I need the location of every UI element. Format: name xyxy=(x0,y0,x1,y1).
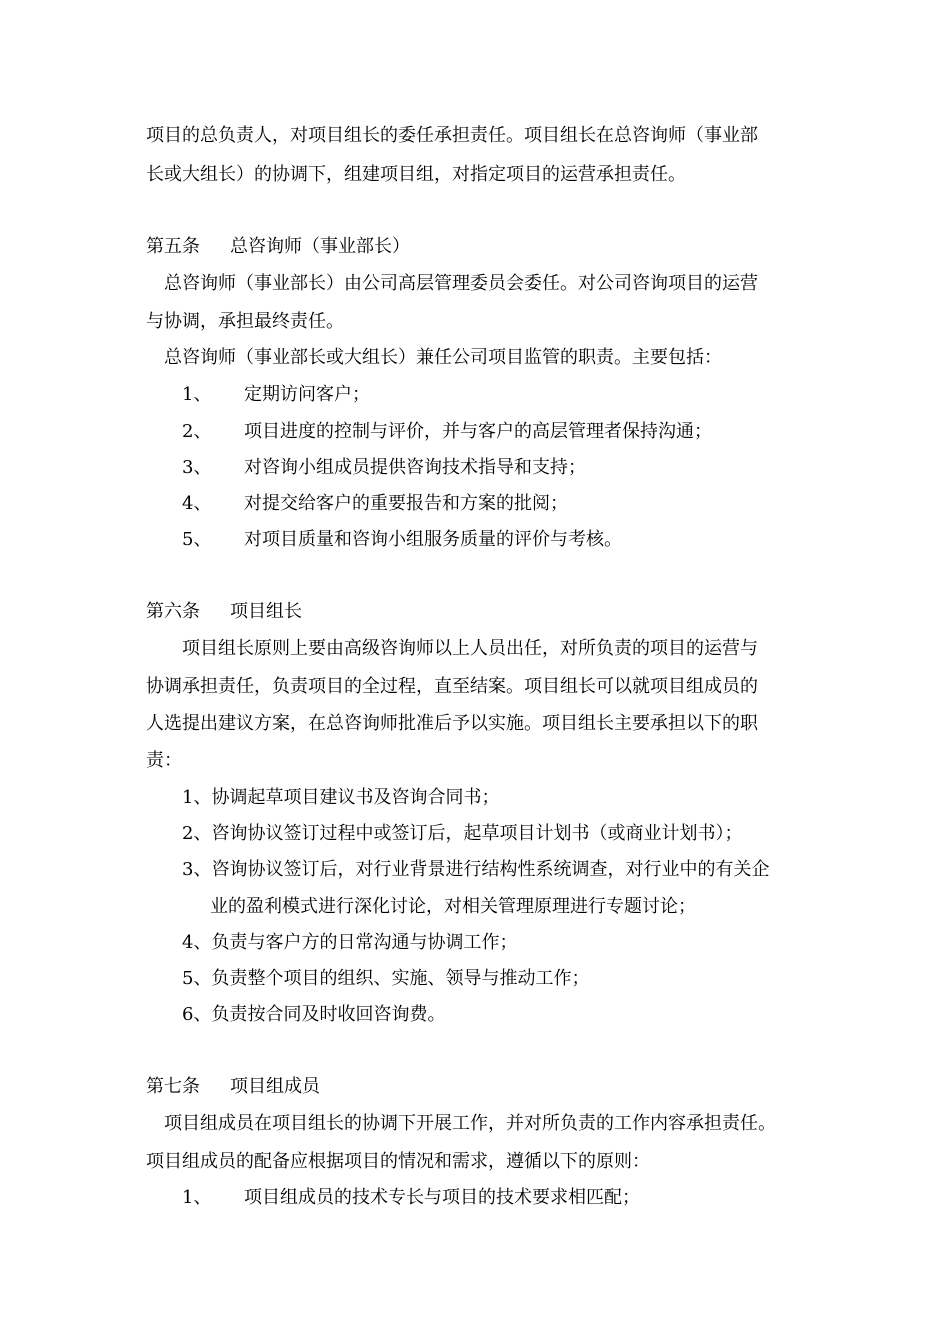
article-6-paragraph-line-1: 项目组长原则上要由高级咨询师以上人员出任，对所负责的项目的运营与 xyxy=(182,638,758,659)
article-5-paragraph-2: 总咨询师（事业部长或大组长）兼任公司项目监管的职责。主要包括： xyxy=(164,347,722,368)
article-7-number: 第七条 xyxy=(146,1076,200,1097)
article-5-heading xyxy=(146,235,826,259)
list-item-continuation: 业的盈利模式进行深化讨论，对相关管理原理进行专题讨论； xyxy=(210,896,696,917)
article-7-paragraph-line-1: 项目组成员在项目组长的协调下开展工作，并对所负责的工作内容承担责任。 xyxy=(164,1113,776,1134)
intro-line-2: 长或大组长）的协调下，组建项目组，对指定项目的运营承担责任。 xyxy=(146,164,686,185)
list-item-number: 1、 xyxy=(182,384,212,405)
article-5-title: 总咨询师（事业部长） xyxy=(230,236,410,257)
list-item-text: 定期访问客户； xyxy=(244,384,370,405)
article-7-title: 项目组成员 xyxy=(230,1076,320,1097)
list-item-number: 5、 xyxy=(182,529,212,550)
list-item: 1、协调起草项目建议书及咨询合同书； xyxy=(182,787,500,808)
list-item: 2、咨询协议签订过程中或签订后，起草项目计划书（或商业计划书）； xyxy=(182,823,743,844)
list-item-number: 2、 xyxy=(182,421,212,442)
article-6-paragraph-line-2: 协调承担责任，负责项目的全过程，直至结案。项目组长可以就项目组成员的 xyxy=(146,676,758,697)
article-5-paragraph-1-line-2: 与协调，承担最终责任。 xyxy=(146,311,344,332)
list-item xyxy=(182,456,862,480)
list-item: 5、负责整个项目的组织、实施、领导与推动工作； xyxy=(182,968,590,989)
list-item-text: 项目组成员的技术专长与项目的技术要求相匹配； xyxy=(244,1187,640,1208)
list-item xyxy=(182,492,862,516)
list-item: 6、负责按合同及时收回咨询费。 xyxy=(182,1004,446,1025)
article-7-heading xyxy=(146,1075,826,1099)
list-item: 4、负责与客户方的日常沟通与协调工作； xyxy=(182,932,518,953)
list-item xyxy=(182,420,862,444)
list-item-text: 对项目质量和咨询小组服务质量的评价与考核。 xyxy=(244,529,622,550)
list-item xyxy=(182,1186,862,1210)
list-item-text: 对提交给客户的重要报告和方案的批阅； xyxy=(244,493,568,514)
list-item xyxy=(182,383,862,407)
article-6-heading xyxy=(146,600,826,624)
list-item-text: 对咨询小组成员提供咨询技术指导和支持； xyxy=(244,457,586,478)
article-6-paragraph-line-3: 人选提出建议方案，在总咨询师批准后予以实施。项目组长主要承担以下的职 xyxy=(146,713,758,734)
list-item xyxy=(182,528,862,552)
list-item: 3、咨询协议签订后，对行业背景进行结构性系统调查，对行业中的有关企 xyxy=(182,859,770,880)
list-item-text: 项目进度的控制与评价，并与客户的高层管理者保持沟通； xyxy=(244,421,712,442)
intro-line-1: 项目的总负责人，对项目组长的委任承担责任。项目组长在总咨询师（事业部 xyxy=(146,125,758,146)
list-item-number: 1、 xyxy=(182,1187,212,1208)
article-7-paragraph-line-2: 项目组成员的配备应根据项目的情况和需求，遵循以下的原则： xyxy=(146,1151,650,1172)
article-5-paragraph-1-line-1: 总咨询师（事业部长）由公司高层管理委员会委任。对公司咨询项目的运营 xyxy=(164,273,758,294)
article-5-number: 第五条 xyxy=(146,236,200,257)
list-item-number: 3、 xyxy=(182,457,212,478)
list-item-number: 4、 xyxy=(182,493,212,514)
article-6-paragraph-line-4: 责： xyxy=(146,750,182,771)
article-6-title: 项目组长 xyxy=(230,601,302,622)
article-6-number: 第六条 xyxy=(146,601,200,622)
